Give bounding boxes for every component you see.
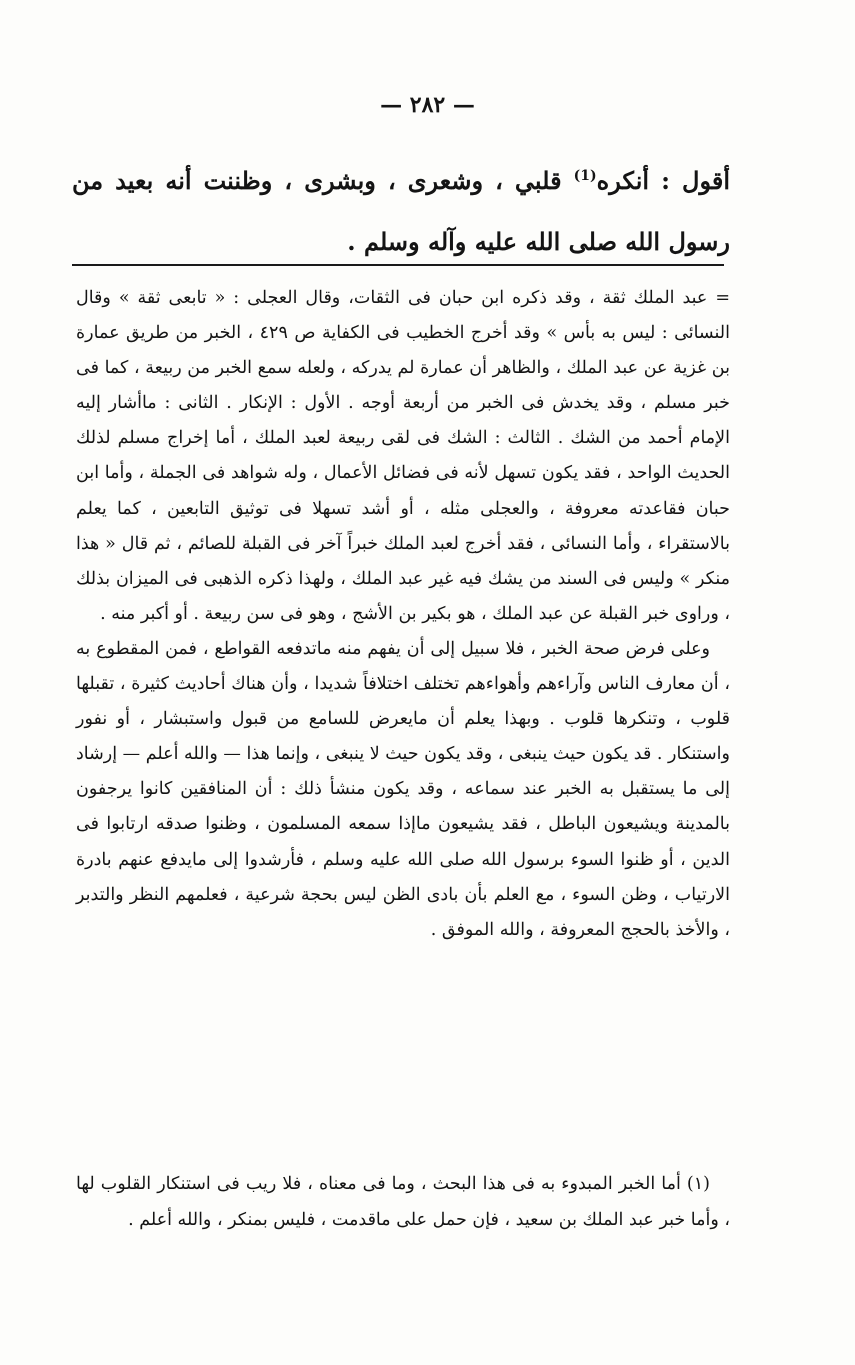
page-number: — ٢٨٢ — <box>380 92 475 118</box>
main-paragraph <box>72 150 730 272</box>
footnote-1-section <box>76 1166 730 1238</box>
footnote-marker: (1) <box>573 168 597 184</box>
footnotes-section <box>76 281 730 948</box>
footnote-separator <box>72 264 724 266</box>
footnote-1: (١) أما الخبر المبدوء به فى هذا البحث ، وما فى معناه ، فلا ريب فى استنكار القلوب لها ، وأما خبر عبد الملك بن سعيد ، فإن حمل على ماقدمت ، فليس بمنكر ، والله أعلم . <box>76 1174 730 1230</box>
main-text-rest: قلبي ، وشعرى ، وبشرى ، وظننت أنه بعيد من رسول الله صلى الله عليه وآله وسلم . <box>72 166 730 256</box>
footnote-paragraph-2: وعلى فرض صحة الخبر ، فلا سبيل إلى أن يفهم منه ماتدفعه القواطع ، فمن المقطوع به ، أن معارف الناس وآراءهم وأهواءهم تختلف اختلافاً شديدا ، وأن هناك أحاديث كثيرة ، تقبلها قلوب ، وتنكرها قلوب . وبهذا يعلم أن مايعرض للسامع من قبول واستبشار ، أو نفور واستنكار . قد يكون حيث ينبغى ، وقد يكون حيث لا ينبغى ، وإنما هذا — والله أعلم — إرشاد إلى ما يستقبل به الخبر عند سماعه ، وقد يكون منشأ ذلك : أن المنافقين كانوا يرجفون بالمدينة ويشيعون الباطل ، فقد يشيعون ماإذا سمعه المسلمون ، وظنوا صدقه ارتابوا فى الدين ، أو ظنوا السوء برسول الله صلى الله عليه وسلم ، فأرشدوا إلى مايدفع عنهم بادرة الارتياب ، وظن السوء ، مع العلم بأن بادى الظن ليس بحجة شرعية ، فعلمهم النظر والتدبر ، والأخذ بالحجج المعروفة ، والله الموفق . <box>76 638 730 940</box>
footnote-continuation: = عبد الملك ثقة ، وقد ذكره ابن حبان فى الثقات، وقال العجلى : « تابعى ثقة » وقال النسائى : ليس به بأس » وقد أخرج الخطيب فى الكفاية ص ٤٢٩ ، الخبر من طريق عمارة بن غزية عن عبد الملك ، والظاهر أن عمارة لم يدركه ، ولعله سمع الخبر من ربيعة ، كما فى خبر مسلم ، وقد يخدش فى الخبر من أربعة أوجه . الأول : الإنكار . الثانى : ماأشار إليه الإمام أحمد من الشك . الثالث : الشك فى لقى ربيعة لعبد الملك ، أما إخراج مسلم لذلك الحديث الواحد ، فقد يكون تسهل لأنه فى فضائل الأعمال ، وله شواهد فى الجملة ، وأما ابن حبان فقاعدته معروفة ، والعجلى مثله ، أو أشد تسهلا فى توثيق التابعين ، كما يعلم بالاستقراء ، وأما النسائى ، فقد أخرج لعبد الملك خبراً آخر فى القبلة للصائم ، ثم قال « هذا منكر » وليس فى السند من يشك فيه غير عبد الملك ، ولهذا ذكره الذهبى فى الميزان بذلك ، وراوى خبر القبلة عن عبد الملك ، هو بكير بن الأشج ، وهو فى سن ربيعة . أو أكبر منه . <box>76 288 730 624</box>
main-text-start: أقول : أنكره <box>596 166 731 195</box>
